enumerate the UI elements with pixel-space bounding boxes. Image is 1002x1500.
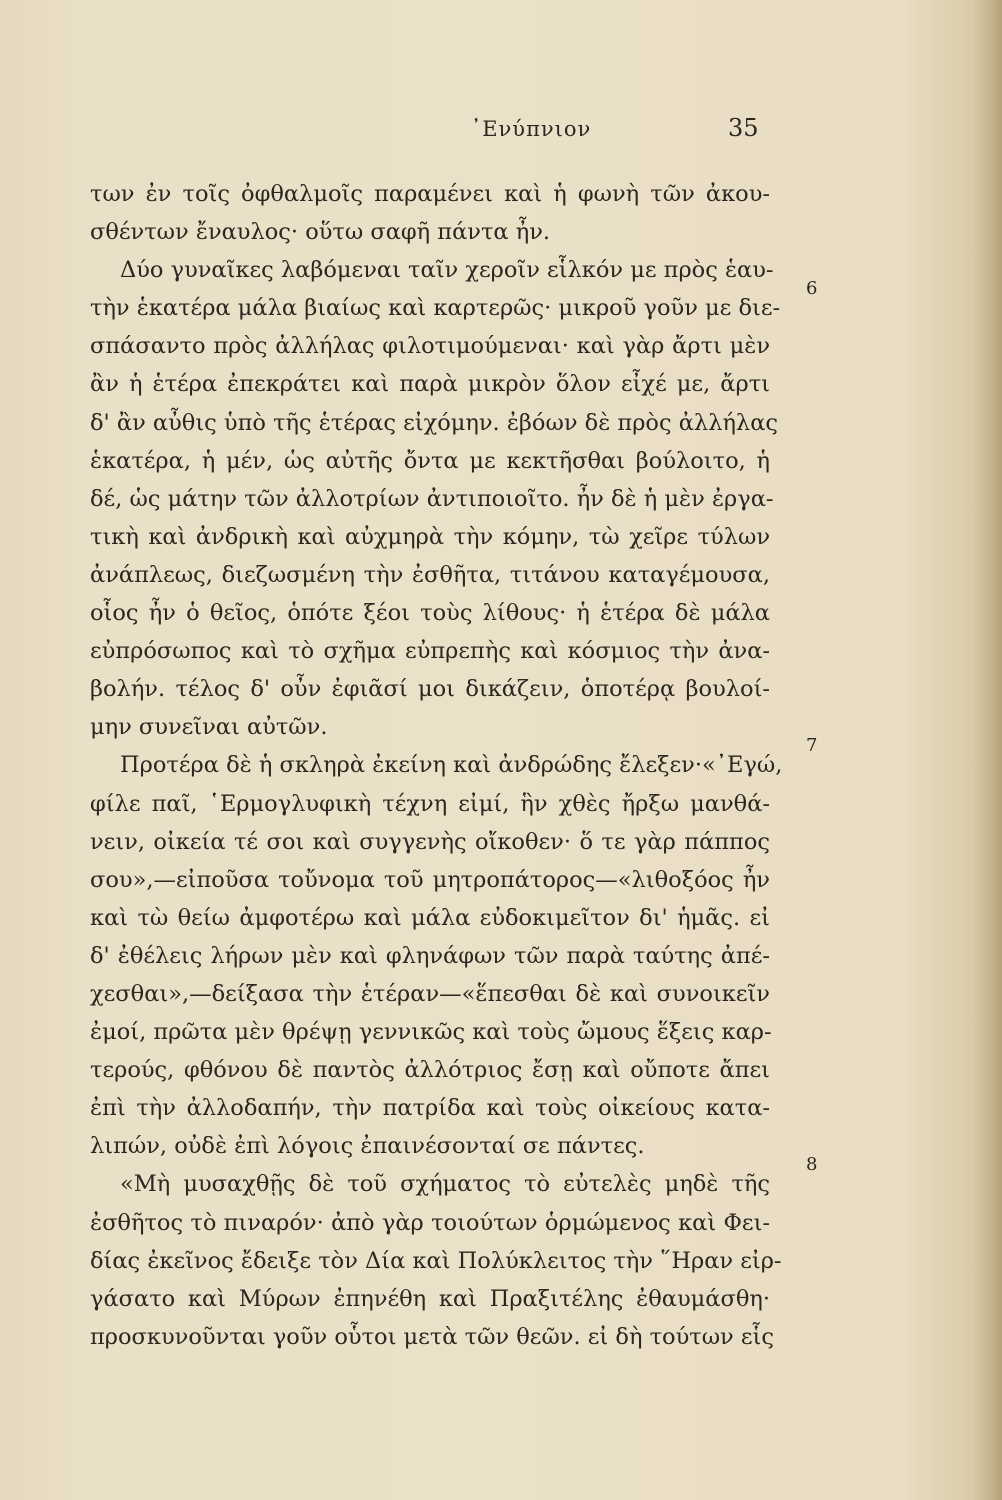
text-line: λιπών, οὐδὲ ἐπὶ λόγοις ἐπαινέσονταί σε πάντες.: [90, 1133, 645, 1160]
text-line: Δύο γυναῖκες λαβόμεναι ταῖν χεροῖν εἷλκόν με πρὸς ἑαυ-: [120, 257, 774, 284]
text-line: σθέντων ἔναυλος· οὕτω σαφῆ πάντα ἦν.: [90, 219, 551, 246]
text-line: γάσατο καὶ Μύρων ἐπηνέθη καὶ Πραξιτέλης ἐθαυμάσθη·: [90, 1285, 770, 1312]
text-line: δέ, ὡς μάτην τῶν ἀλλοτρίων ἀντιποιοῖτο. ἦν δὲ ἡ μὲν ἐργα-: [90, 485, 774, 512]
text-line: τερούς, φθόνου δὲ παντὸς ἀλλότριος ἔσῃ καὶ οὔποτε ἄπει: [90, 1057, 770, 1084]
section-marker-6: 6: [806, 278, 818, 299]
text-line: σου»,—εἰποῦσα τοὔνομα τοῦ μητροπάτορος—«λιθοξόος ἦν: [90, 866, 770, 893]
text-line: των ἐν τοῖς ὀφθαλμοῖς παραμένει καὶ ἡ φωνὴ τῶν ἀκου-: [90, 181, 770, 207]
text-line: ἀνάπλεως, διεζωσμένη τὴν ἐσθῆτα, τιτάνου καταγέμουσα,: [90, 561, 770, 588]
text-line: ἂν ἡ ἑτέρα ἐπεκράτει καὶ παρὰ μικρὸν ὅλον εἶχέ με, ἄρτι: [90, 371, 770, 398]
page-edge-shadow: [972, 0, 1002, 1500]
text-line: καὶ τὼ θείω ἀμφοτέρω καὶ μάλα εὐδοκιμεῖτον δι' ἡμᾶς. εἰ: [90, 904, 770, 931]
text-line: δίας ἐκεῖνος ἔδειξε τὸν Δία καὶ Πολύκλειτος τὴν ῞Ηραν εἰρ-: [90, 1247, 782, 1274]
text-line: οἷος ἦν ὁ θεῖος, ὁπότε ξέοι τοὺς λίθους· ἡ ἑτέρα δὲ μάλα: [90, 600, 770, 627]
text-line: ἐπὶ τὴν ἀλλοδαπήν, τὴν πατρίδα καὶ τοὺς οἰκείους κατα-: [90, 1095, 770, 1122]
body-text: [90, 175, 783, 1356]
running-head-title: ᾿Ενύπνιον: [470, 117, 592, 141]
text-line: Προτέρα δὲ ἡ σκληρὰ ἐκείνη καὶ ἀνδρώδης ἔλεξεν·«᾿Εγώ,: [120, 752, 783, 779]
section-marker-8: 8: [806, 1154, 818, 1175]
text-line: προσκυνοῦνται γοῦν οὗτοι μετὰ τῶν θεῶν. εἰ δὴ τούτων εἷς: [90, 1323, 774, 1350]
text-line: ἐσθῆτος τὸ πιναρόν· ἀπὸ γὰρ τοιούτων ὁρμώμενος καὶ Φει-: [90, 1209, 770, 1236]
text-line: ἑκατέρα, ἡ μέν, ὡς αὐτῆς ὄντα με κεκτῆσθαι βούλοιτο, ἡ: [90, 447, 770, 474]
text-line: «Μὴ μυσαχθῇς δὲ τοῦ σχήματος τὸ εὐτελὲς μηδὲ τῆς: [120, 1171, 770, 1198]
text-line: δ' ἂν αὖθις ὑπὸ τῆς ἑτέρας εἰχόμην. ἐβόων δὲ πρὸς ἀλλήλας: [90, 409, 778, 436]
text-line: σπάσαντο πρὸς ἀλλήλας φιλοτιμούμεναι· καὶ γὰρ ἄρτι μὲν: [90, 333, 770, 360]
text-line: φίλε παῖ, ῾Ερμογλυφικὴ τέχνη εἰμί, ἣν χθὲς ἤρξω μανθά-: [90, 790, 770, 817]
text-line: δ' ἐθέλεις λήρων μὲν καὶ φληνάφων τῶν παρὰ ταύτης ἀπέ-: [90, 942, 770, 969]
text-line: τὴν ἑκατέρα μάλα βιαίως καὶ καρτερῶς· μικροῦ γοῦν με διε-: [90, 295, 781, 322]
text-line: βολήν. τέλος δ' οὖν ἐφιᾶσί μοι δικάζειν, ὁποτέρᾳ βουλοί-: [90, 676, 770, 703]
section-marker-7: 7: [806, 735, 818, 756]
text-line: ἐμοί, πρῶτα μὲν θρέψῃ γεννικῶς καὶ τοὺς ὤμους ἕξεις καρ-: [90, 1019, 772, 1046]
text-line: μην συνεῖναι αὐτῶν.: [90, 714, 328, 741]
text-line: τικὴ καὶ ἀνδρικὴ καὶ αὐχμηρὰ τὴν κόμην, τὼ χεῖρε τύλων: [90, 523, 770, 550]
page-number: 35: [728, 114, 759, 142]
text-line: νειν, οἰκεία τέ σοι καὶ συγγενὴς οἴκοθεν· ὅ τε γὰρ πάππος: [90, 828, 770, 855]
text-line: χεσθαι»,—δείξασα τὴν ἑτέραν—«ἕπεσθαι δὲ καὶ συνοικεῖν: [90, 980, 770, 1007]
text-line: εὐπρόσωπος καὶ τὸ σχῆμα εὐπρεπὴς καὶ κόσμιος τὴν ἀνα-: [90, 638, 770, 665]
